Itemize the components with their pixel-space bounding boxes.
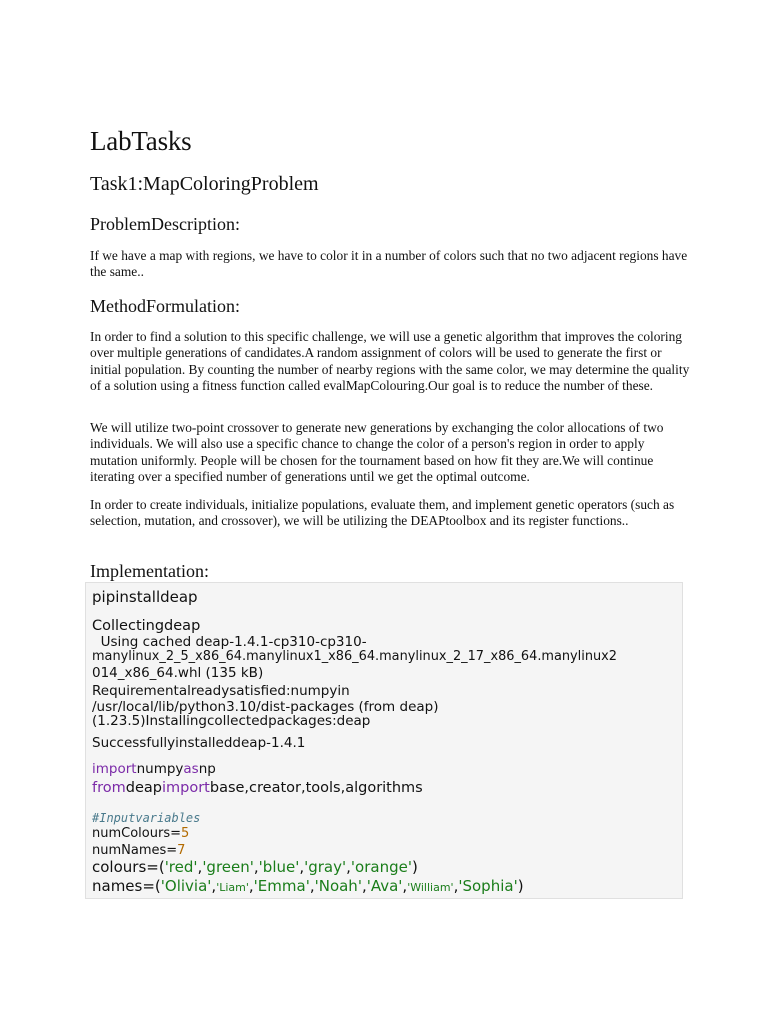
- output-requirement-line-3: (1.23.5)Installingcollectedpackages:deap: [92, 713, 371, 729]
- separator: ,: [197, 858, 203, 876]
- name-sophia: 'Sophia': [458, 877, 518, 895]
- keyword-as: as: [183, 761, 199, 777]
- keyword-import-2: import: [161, 780, 210, 796]
- separator: ,: [309, 877, 315, 895]
- colour-blue: 'blue': [258, 858, 300, 876]
- separator: ,: [453, 877, 459, 895]
- code-block: [85, 582, 683, 899]
- name-ava: 'Ava': [366, 877, 403, 895]
- separator: ,: [248, 877, 254, 895]
- keyword-import: import: [92, 761, 137, 777]
- names-prefix: names=(: [92, 877, 161, 895]
- code-import-deap: [92, 780, 423, 796]
- names-suffix: ): [517, 877, 524, 895]
- separator: ,: [253, 858, 259, 876]
- task-heading: Task1:MapColoringProblem: [90, 173, 319, 195]
- colour-gray: 'gray': [304, 858, 347, 876]
- output-cached-line-1: Using cached deap-1.4.1-cp310-cp310-: [92, 634, 367, 650]
- code-import-numpy: [92, 761, 216, 777]
- code-colours: [92, 858, 418, 876]
- name-olivia: 'Olivia': [160, 877, 212, 895]
- output-collecting: Collectingdeap: [92, 618, 201, 634]
- colour-red: 'red': [164, 858, 198, 876]
- pip-command: pipinstalldeap: [92, 588, 198, 606]
- output-cached-line-2: manylinux_2_5_x86_64.manylinux1_x86_64.manylinux_2_17_x86_64.manylinux2: [92, 649, 618, 664]
- problem-heading: ProblemDescription:: [90, 214, 240, 234]
- output-requirement-line-1: Requirementalreadysatisfied:numpyin: [92, 683, 350, 699]
- separator: ,: [346, 858, 351, 876]
- name-william: 'William': [407, 881, 454, 894]
- separator: ,: [299, 858, 305, 876]
- code-comment: #Inputvariables: [92, 811, 201, 825]
- colours-suffix: ): [411, 858, 418, 876]
- method-paragraph-2: We will utilize two-point crossover to generate new generations by exchanging the color allocations of two individuals. We will also use a specific chance to change the color of a person's region in order to apply mutation uniformly. People will be chosen for the tournament based on how fit they are.We will continue iterating over a specified number of generations until we get the optimal outcome.: [90, 420, 664, 484]
- output-success: Successfullyinstalleddeap-1.4.1: [92, 735, 306, 751]
- num-names-value: 7: [177, 843, 186, 858]
- colour-green: 'green': [202, 858, 254, 876]
- separator: ,: [361, 877, 367, 895]
- name-emma: 'Emma': [253, 877, 310, 895]
- method-paragraph-1: In order to find a solution to this specific challenge, we will use a genetic algorithm that improves the coloring over multiple generations of candidates.A random assignment of colors will be used to generate the first or initial population. By counting the number of nearby regions with the same color, we may determine the quality of a solution using a fitness function called evalMapColouring.Our goal is to reduce the number of these.: [90, 329, 690, 393]
- page-title: LabTasks: [90, 126, 192, 156]
- separator: ,: [211, 877, 217, 895]
- output-cached-line-3: 014_x86_64.whl (135 kB): [92, 665, 264, 681]
- name-noah: 'Noah': [314, 877, 362, 895]
- colour-orange: 'orange': [350, 858, 412, 876]
- method-heading: MethodFormulation:: [90, 296, 240, 316]
- module-numpy: numpy: [136, 761, 184, 777]
- module-deap: deap: [125, 780, 162, 796]
- num-colours-value: 5: [181, 826, 190, 841]
- imported-names: base,creator,tools,algorithms: [209, 780, 423, 796]
- problem-text: If we have a map with regions, we have to color it in a number of colors such that no two adjacent regions have the same..: [90, 248, 688, 280]
- output-requirement-line-2: /usr/local/lib/python3.10/dist-packages (from deap): [92, 699, 439, 714]
- separator: ,: [402, 877, 408, 895]
- num-names-name: numNames=: [92, 843, 178, 858]
- name-liam: 'Liam': [216, 881, 249, 894]
- method-paragraph-3: In order to create individuals, initialize populations, evaluate them, and implement genetic operators (such as selection, mutation, and crossover), we will be utilizing the DEAPtoolbox and its register functions..: [90, 497, 675, 529]
- colours-prefix: colours=(: [92, 858, 165, 876]
- code-num-colours: [92, 826, 189, 841]
- implementation-heading: Implementation:: [90, 561, 209, 581]
- code-num-names: [92, 843, 185, 858]
- num-colours-name: numColours=: [92, 826, 181, 841]
- alias-np: np: [198, 761, 216, 777]
- keyword-from: from: [92, 780, 126, 796]
- code-names: [92, 877, 524, 895]
